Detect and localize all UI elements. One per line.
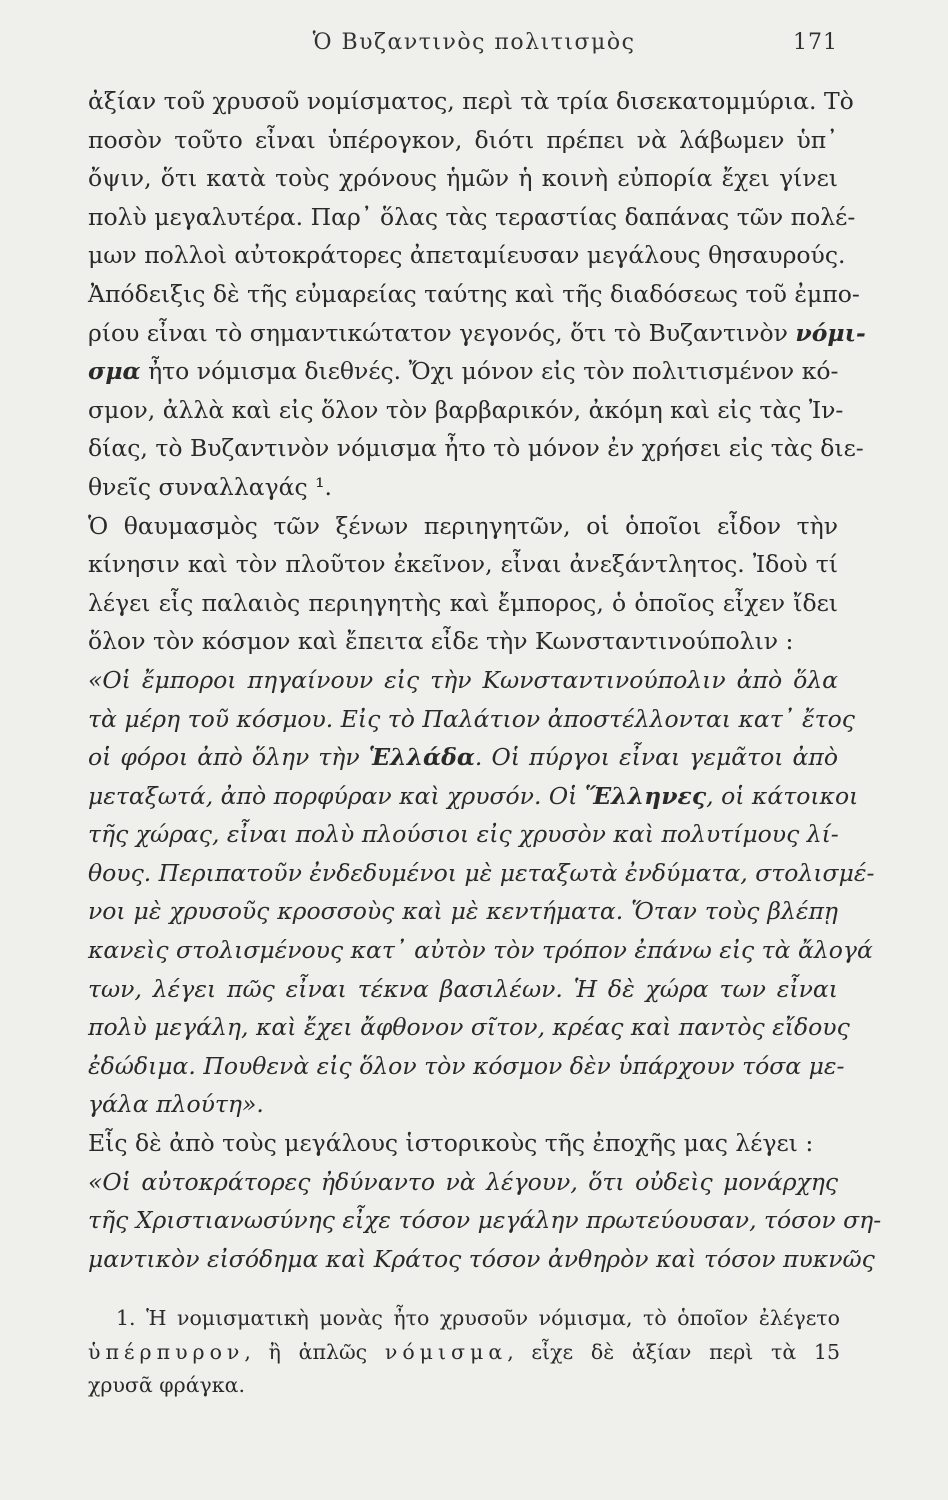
text-line (88, 777, 859, 816)
text-segment: γάλα πλούτη». (88, 1090, 264, 1119)
footnote-line-2 (88, 1336, 840, 1370)
text-segment: ποσὸν τοῦτο εἶναι ὑπέρογκον, διότι πρέπει νὰ λάβωμεν ὑπ᾽ (88, 125, 838, 154)
page-number: 171 (793, 30, 838, 55)
text-line (88, 236, 846, 275)
text-segment: πολὺ μεγαλυτέρα. Παρ᾽ ὅλας τὰς τεραστίας δαπάνας τῶν πολέ- (88, 202, 856, 231)
text-segment: λέγει εἷς παλαιὸς περιηγητὴς καὶ ἔμπορος, ὁ ὁποῖος εἶχεν ἴδει (88, 588, 838, 617)
text-line (88, 198, 856, 237)
text-segment: Ὁ θαυμασμὸς τῶν ξένων περιηγητῶν, οἱ ὁποῖοι εἶδον τὴν (88, 511, 838, 540)
text-line (88, 622, 838, 661)
text-line (88, 1124, 838, 1163)
text-line (88, 1163, 838, 1202)
text-segment: ἦτο νόμισμα διεθνές. Ὄχι μόνον εἰς τὸν πολιτισμένον κό- (140, 357, 839, 386)
text-line (88, 1201, 882, 1240)
text-line (88, 931, 873, 970)
text-line (88, 738, 838, 777)
text-segment: μεταξωτά, ἀπὸ πορφύραν καὶ χρυσόν. Οἱ (88, 781, 585, 810)
text-segment: ὅλον τὸν κόσμον καὶ ἔπειτα εἶδε τὴν Κωνσταντινούπολιν : (88, 627, 794, 656)
footnote-line-3: χρυσᾶ φράγκα. (88, 1373, 245, 1397)
text-segment: μων πολλοὶ αὐτοκράτορες ἀπεταμίευσαν μεγάλους θησαυρούς. (88, 241, 846, 270)
text-segment: των, λέγει πῶς εἶναι τέκνα βασιλέων. Ἡ δὲ χώρα των εἶναι (88, 974, 838, 1003)
text-line (88, 352, 838, 391)
emphasized-term: σμα (88, 357, 141, 386)
text-segment: τῆς χώρας, εἶναι πολὺ πλούσιοι εἰς χρυσὸν καὶ πολυτίμους λί- (88, 820, 839, 849)
running-title: Ὁ Βυζαντινὸς πολιτισμὸς (312, 30, 636, 55)
emphasized-term: νόμι- (795, 318, 866, 347)
text-segment: κανεὶς στολισμένους κατ᾽ αὐτὸν τὸν τρόπον ἐπάνω εἰς τὰ ἄλογά (88, 936, 873, 965)
text-segment: δίας, τὸ Βυζαντινὸν νόμισμα ἦτο τὸ μόνον ἐν χρήσει εἰς τὰς διε- (88, 434, 864, 463)
footnote-text: , ἢ ἁπλῶς (244, 1339, 385, 1364)
footnote-term-nomisma: νόμισμα (384, 1339, 508, 1364)
text-segment: κίνησιν καὶ τὸν πλοῦτον ἐκεῖνον, εἶναι ἀνεξάντλητος. Ἰδοὺ τί (88, 550, 838, 579)
text-segment: ὄψιν, ὅτι κατὰ τοὺς χρόνους ἡμῶν ἡ κοινὴ εὐπορία ἔχει γίνει (88, 164, 838, 193)
text-segment: τὰ μέρη τοῦ κόσμου. Εἰς τὸ Παλάτιον ἀποστέλλονται κατ᾽ ἔτος (88, 704, 855, 733)
text-line (88, 584, 838, 623)
text-line (88, 661, 838, 700)
text-segment: Εἷς δὲ ἀπὸ τοὺς μεγάλους ἱστορικοὺς τῆς ἐποχῆς μας λέγει : (88, 1129, 814, 1158)
text-line (88, 970, 838, 1009)
text-segment: «Οἱ αὐτοκράτορες ἠδύναντο νὰ λέγουν, ὅτι οὐδεὶς μονάρχης (88, 1167, 838, 1196)
text-line (88, 892, 838, 931)
footnote-line-1: 1. Ἡ νομισματικὴ μονὰς ἦτο χρυσοῦν νόμισμα, τὸ ὁποῖον ἐλέγετο (116, 1306, 840, 1330)
emphasized-term: Ἑλλάδα (368, 743, 475, 772)
text-segment: νοι μὲ χρυσοῦς κροσσοὺς καὶ μὲ κεντήματα. Ὅταν τοὺς βλέπῃ (88, 897, 838, 926)
text-segment: σμον, ἀλλὰ καὶ εἰς ὅλον τὸν βαρβαρικόν, ἀκόμη καὶ εἰς τὰς Ἰν- (88, 395, 844, 424)
footnote-term-hyperpyron: ὑπέρπυρον (88, 1339, 245, 1364)
text-segment: ἀξίαν τοῦ χρυσοῦ νομίσματος, περὶ τὰ τρία δισεκατομμύρια. Τὸ (88, 87, 854, 115)
text-segment: . Οἱ πύργοι εἶναι γεμᾶτοι ἀπὸ (474, 743, 838, 772)
main-text (88, 82, 882, 1278)
text-line (88, 815, 838, 854)
text-line (88, 275, 860, 314)
text-line (88, 507, 838, 546)
text-segment: Ἀπόδειξις δὲ τῆς εὐμαρείας ταύτης καὶ τῆς διαδόσεως τοῦ ἐμπο- (88, 279, 860, 308)
emphasized-term: Ἕλληνες (584, 781, 707, 810)
text-segment: ρίου εἶναι τὸ σημαντικώτατον γεγονός, ὅτι τὸ Βυζαντινὸν (88, 318, 796, 347)
footnote-text: , εἶχε δὲ ἀξίαν περὶ τὰ 15 (507, 1339, 841, 1364)
text-segment: οἱ φόροι ἀπὸ ὅλην τὴν (88, 743, 369, 772)
text-segment: μαντικὸν εἰσόδημα καὶ Κράτος τόσον ἀνθηρὸν καὶ τόσον πυκνῶς (88, 1244, 875, 1273)
text-line (88, 1085, 838, 1124)
text-segment: ἐδώδιμα. Πουθενὰ εἰς ὅλον τὸν κόσμον δὲν ὑπάρχουν τόσα με- (88, 1051, 845, 1080)
text-line (88, 159, 838, 198)
text-line (88, 1240, 875, 1279)
running-header (0, 30, 948, 66)
text-line (88, 121, 838, 160)
text-line (88, 391, 844, 430)
text-line (88, 545, 838, 584)
text-line (88, 468, 838, 507)
text-line (88, 1008, 850, 1047)
text-segment: τῆς Χριστιανωσύνης εἶχε τόσον μεγάλην πρωτεύουσαν, τόσον ση- (88, 1206, 882, 1235)
text-line (88, 854, 875, 893)
text-line (88, 314, 866, 353)
text-segment: θους. Περιπατοῦν ἐνδεδυμένοι μὲ μεταξωτὰ ἐνδύματα, στολισμέ- (88, 858, 875, 887)
text-line (88, 429, 864, 468)
text-segment: , οἱ κάτοικοι (706, 781, 859, 810)
text-line (88, 82, 854, 121)
footnote (88, 1302, 840, 1403)
text-segment: θνεῖς συναλλαγάς ¹. (88, 472, 333, 501)
text-segment: πολὺ μεγάλη, καὶ ἔχει ἄφθονον σῖτον, κρέας καὶ παντὸς εἴδους (88, 1013, 850, 1042)
text-line (88, 1047, 845, 1086)
text-segment: «Οἱ ἔμποροι πηγαίνουν εἰς τὴν Κωνσταντινούπολιν ἀπὸ ὅλα (88, 665, 838, 694)
text-line (88, 700, 855, 739)
